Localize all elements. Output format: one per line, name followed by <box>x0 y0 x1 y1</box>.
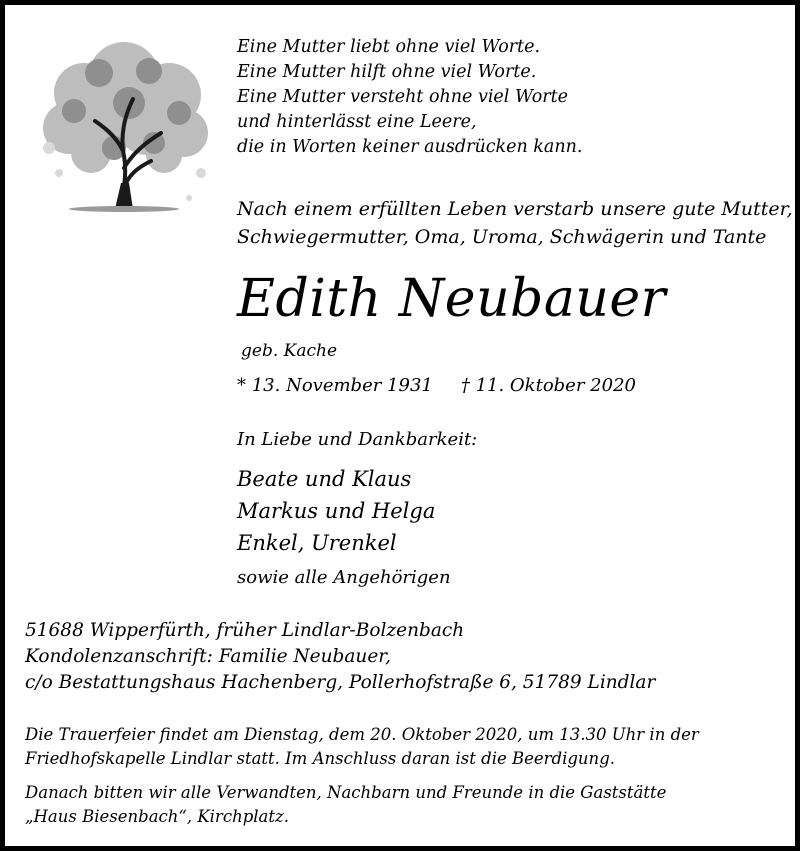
intro-line: Schwiegermutter, Oma, Uroma, Schwägerin und Tante <box>237 226 767 248</box>
birth-date: * 13. November 1931 <box>237 375 433 396</box>
intro-text <box>237 195 793 251</box>
address-block <box>25 618 655 696</box>
invitation-text <box>25 781 666 829</box>
ceremony-text <box>25 723 699 771</box>
deceased-name: Edith Neubauer <box>237 269 666 329</box>
death-date: † 11. Oktober 2020 <box>460 375 636 396</box>
address-line: 51688 Wipperfürth, früher Lindlar-Bolzenbach <box>25 620 465 641</box>
poem-line: Eine Mutter versteht ohne viel Worte <box>237 87 569 107</box>
ceremony-line: Die Trauerfeier findet am Dienstag, dem 20. Oktober 2020, um 13.30 Uhr in der <box>25 725 699 744</box>
ceremony-line: Friedhofskapelle Lindlar statt. Im Anschluss daran ist die Beerdigung. <box>25 749 615 768</box>
relatives-text: sowie alle Angehörigen <box>237 567 451 588</box>
mourner-item: Markus und Helga <box>237 499 436 523</box>
intro-line: Nach einem erfüllten Leben verstarb unsere gute Mutter, <box>237 198 793 220</box>
poem-line: Eine Mutter hilft ohne viel Worte. <box>237 62 537 82</box>
life-dates <box>237 373 636 399</box>
address-line: Kondolenzanschrift: Familie Neubauer, <box>25 646 391 667</box>
mourner-item: Enkel, Urenkel <box>237 531 397 555</box>
mourner-item: Beate und Klaus <box>237 467 412 491</box>
maiden-name: geb. Kache <box>241 341 337 361</box>
poem-line: Eine Mutter liebt ohne viel Worte. <box>237 37 541 57</box>
poem <box>237 35 582 160</box>
thanks-heading: In Liebe und Dankbarkeit: <box>237 429 478 450</box>
invite-line: „Haus Biesenbach“, Kirchplatz. <box>25 807 289 826</box>
invite-line: Danach bitten wir alle Verwandten, Nachbarn und Freunde in die Gaststätte <box>25 783 667 802</box>
address-line: c/o Bestattungshaus Hachenberg, Pollerhofstraße 6, 51789 Lindlar <box>25 672 656 693</box>
poem-line: und hinterlässt eine Leere, <box>237 112 477 132</box>
poem-line: die in Worten keiner ausdrücken kann. <box>237 137 583 157</box>
mourners-list <box>237 463 435 559</box>
tree-icon <box>29 33 219 213</box>
